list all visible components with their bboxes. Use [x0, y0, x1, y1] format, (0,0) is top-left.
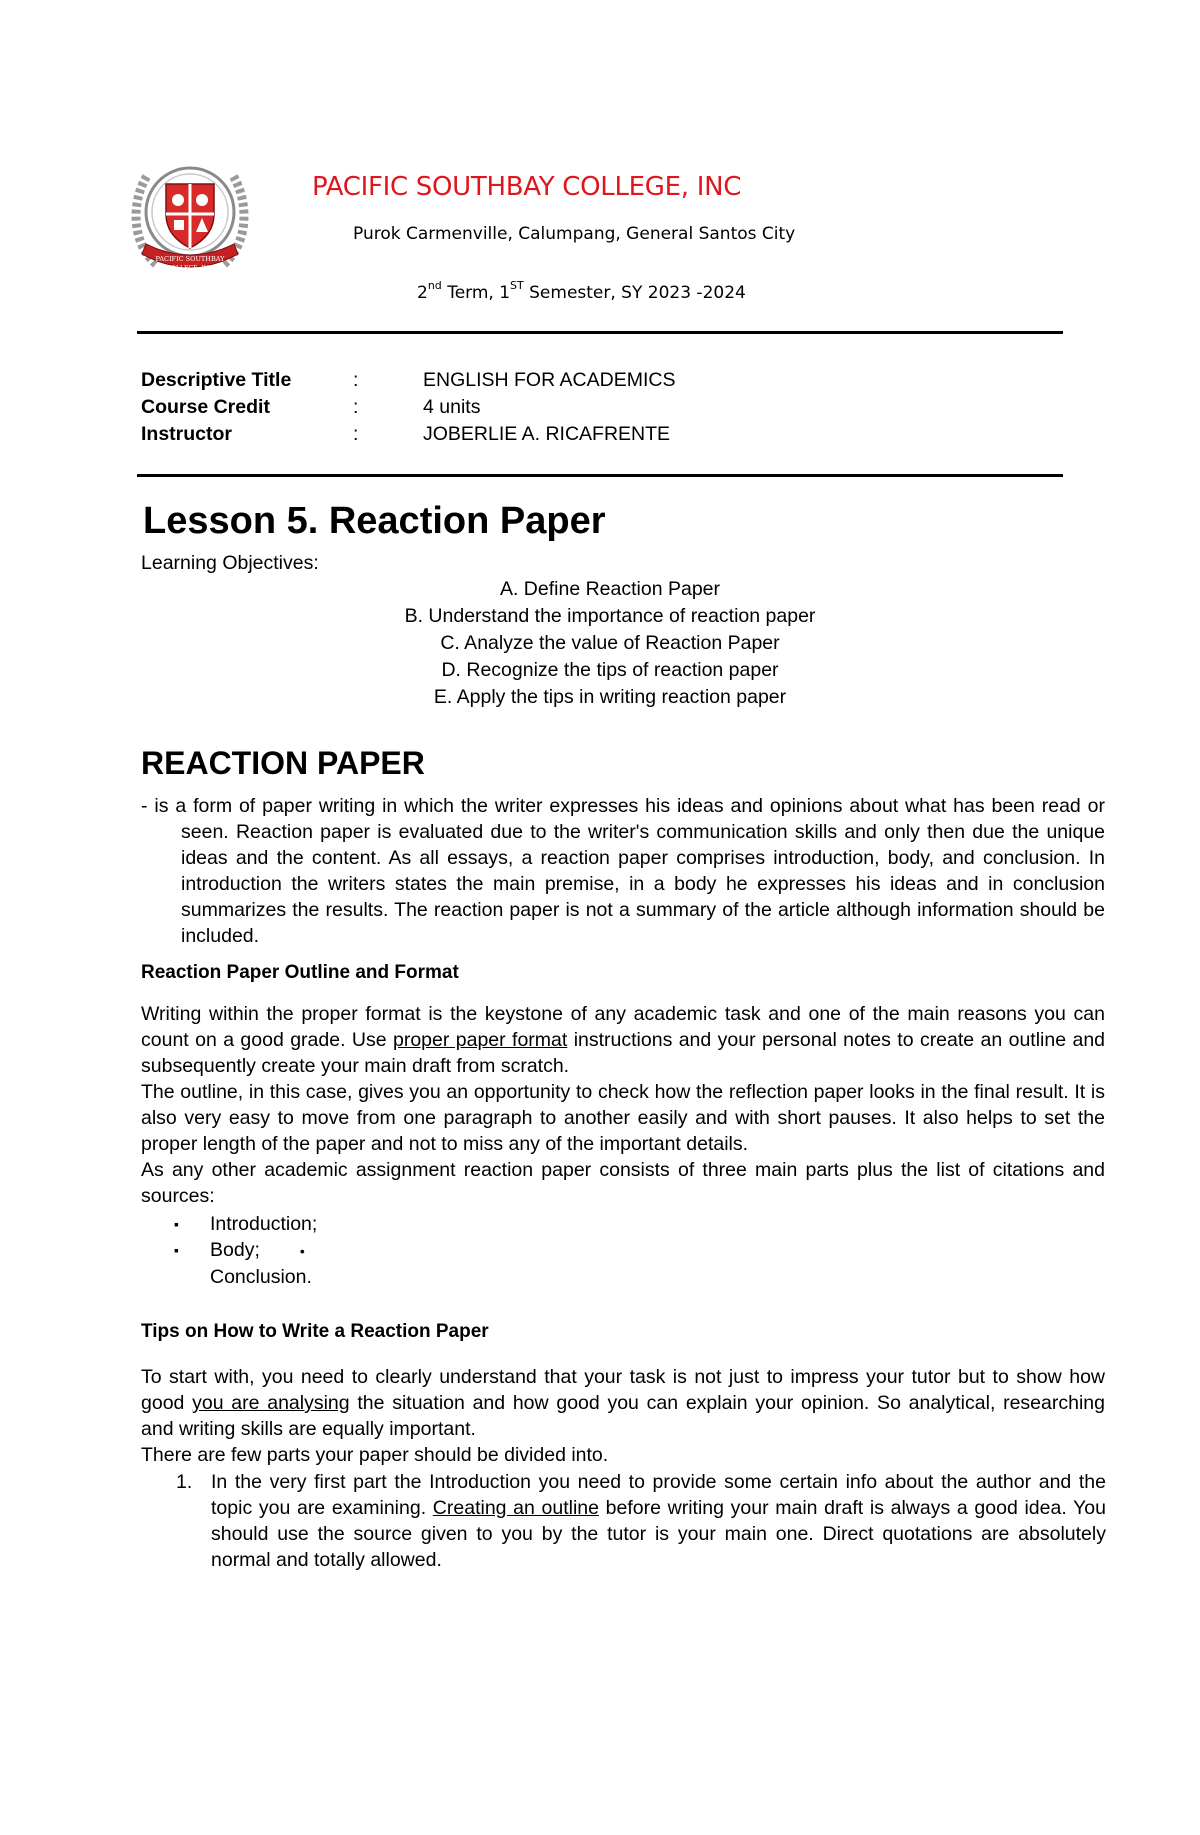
objective-item: E. Apply the tips in writing reaction paper — [433, 686, 787, 708]
info-label: Descriptive Title — [141, 369, 292, 391]
item-number: 1. — [176, 1471, 193, 1493]
info-label: Course Credit — [141, 396, 270, 418]
item-text: before writing your main draft is always a good idea. You should use the source given to you by the tutor is your main one. Direct quotations are absolutely normal and totally allowed. — [211, 1497, 1106, 1571]
objective-item: B. Understand the importance of reaction paper — [404, 605, 816, 627]
lesson-title: Lesson 5. Reaction Paper — [143, 500, 606, 542]
info-value: ENGLISH FOR ACADEMICS — [423, 369, 676, 391]
tips-text: To start with, you need to clearly understand that your task is not just to impress your tutor but to show how good — [141, 1366, 1105, 1414]
list-item-text: Conclusion. — [210, 1266, 312, 1288]
you-are-analysing-link[interactable]: you are analysing — [192, 1392, 350, 1414]
info-colon: : — [353, 423, 359, 445]
term-superscript: nd — [427, 279, 442, 292]
info-value: JOBERLIE A. RICAFRENTE — [423, 423, 671, 445]
objective-item: A. Define Reaction Paper — [499, 578, 721, 600]
semester-superscript: ST — [510, 279, 524, 292]
list-item — [166, 1264, 317, 1290]
outline-paragraph — [141, 1001, 1105, 1079]
bullet-icon: ▪ — [174, 1242, 179, 1258]
college-name: PACIFIC SOUTHBAY COLLEGE, INC — [312, 172, 742, 202]
section-heading-reaction-paper: REACTION PAPER — [141, 745, 425, 781]
college-seal-logo — [126, 152, 254, 284]
numbered-item — [166, 1469, 1106, 1573]
term-text: Term, 1 — [441, 283, 511, 303]
tips-heading: Tips on How to Write a Reaction Paper — [141, 1321, 489, 1342]
outline-paragraph: The outline, in this case, gives you an opportunity to check how the reflection paper looks in the final result. It is also very easy to move from one paragraph to another easily and with short pauses. It also helps to set the proper length of the paper and not to miss any of the important details. — [141, 1081, 1105, 1155]
info-value: 4 units — [423, 396, 481, 418]
list-item — [166, 1237, 317, 1264]
list-item-text: Introduction; — [210, 1213, 318, 1235]
creating-an-outline-link[interactable]: Creating an outline — [432, 1497, 599, 1519]
term-semester-line — [417, 279, 746, 303]
term-number: 2 — [417, 283, 428, 303]
numbered-item-text — [166, 1469, 1106, 1573]
info-divider — [137, 474, 1063, 477]
objectives-label: Learning Objectives: — [141, 552, 319, 574]
info-colon: : — [353, 369, 359, 391]
objective-item: C. Analyze the value of Reaction Paper — [440, 632, 780, 654]
svg-text:COLLEGE, INC: COLLEGE, INC — [166, 265, 214, 272]
objectives-list — [360, 576, 860, 711]
objective-item: D. Recognize the tips of reaction paper — [441, 659, 779, 681]
info-colon: : — [353, 396, 359, 418]
info-label: Instructor — [141, 423, 233, 445]
semester-text: Semester, SY 2023 -2024 — [523, 283, 746, 303]
outline-text: instructions and your personal notes to create an outline and subsequently create your main draft from scratch. — [141, 1029, 1106, 1077]
item-text: In the very first part the Introduction you need to provide some certain info about the author and the topic you are examining. — [211, 1471, 1106, 1519]
proper-paper-format-link[interactable]: proper paper format — [392, 1029, 568, 1051]
bullet-icon: • — [299, 1243, 305, 1259]
list-item-text: Body; — [210, 1239, 260, 1261]
tips-paragraph: There are few parts your paper should be divided into. — [141, 1444, 609, 1466]
svg-text:PACIFIC SOUTHBAY: PACIFIC SOUTHBAY — [155, 255, 225, 263]
header-divider — [137, 331, 1063, 334]
college-address: Purok Carmenville, Calumpang, General Santos City — [353, 224, 796, 244]
outline-heading: Reaction Paper Outline and Format — [141, 962, 459, 983]
tips-text: the situation and how good you can explain your opinion. So analytical, researching and writing skills are equally important. — [141, 1392, 1105, 1440]
tips-paragraph — [141, 1364, 1105, 1442]
outline-paragraph: As any other academic assignment reaction paper consists of three main parts plus the list of citations and sources: — [141, 1159, 1105, 1207]
parts-list — [166, 1211, 317, 1290]
outline-text: Writing within the proper format is the keystone of any academic task and one of the main reasons you can count on a good grade. Use — [141, 1003, 1105, 1051]
bullet-icon: ▪ — [174, 1216, 179, 1232]
reaction-paper-definition: - is a form of paper writing in which the writer expresses his ideas and opinions about what has been read or seen. Reaction paper is evaluated due to the writer's communication skills and only then due the unique ideas and the content. As all essays, a reaction paper comprises introduction, body, and conclusion. In introduction the writers states the main premise, in a body he expresses his ideas and in conclusion summarizes the results. The reaction paper is not a summary of the article although information should be included. — [141, 795, 1105, 947]
list-item — [166, 1211, 317, 1237]
